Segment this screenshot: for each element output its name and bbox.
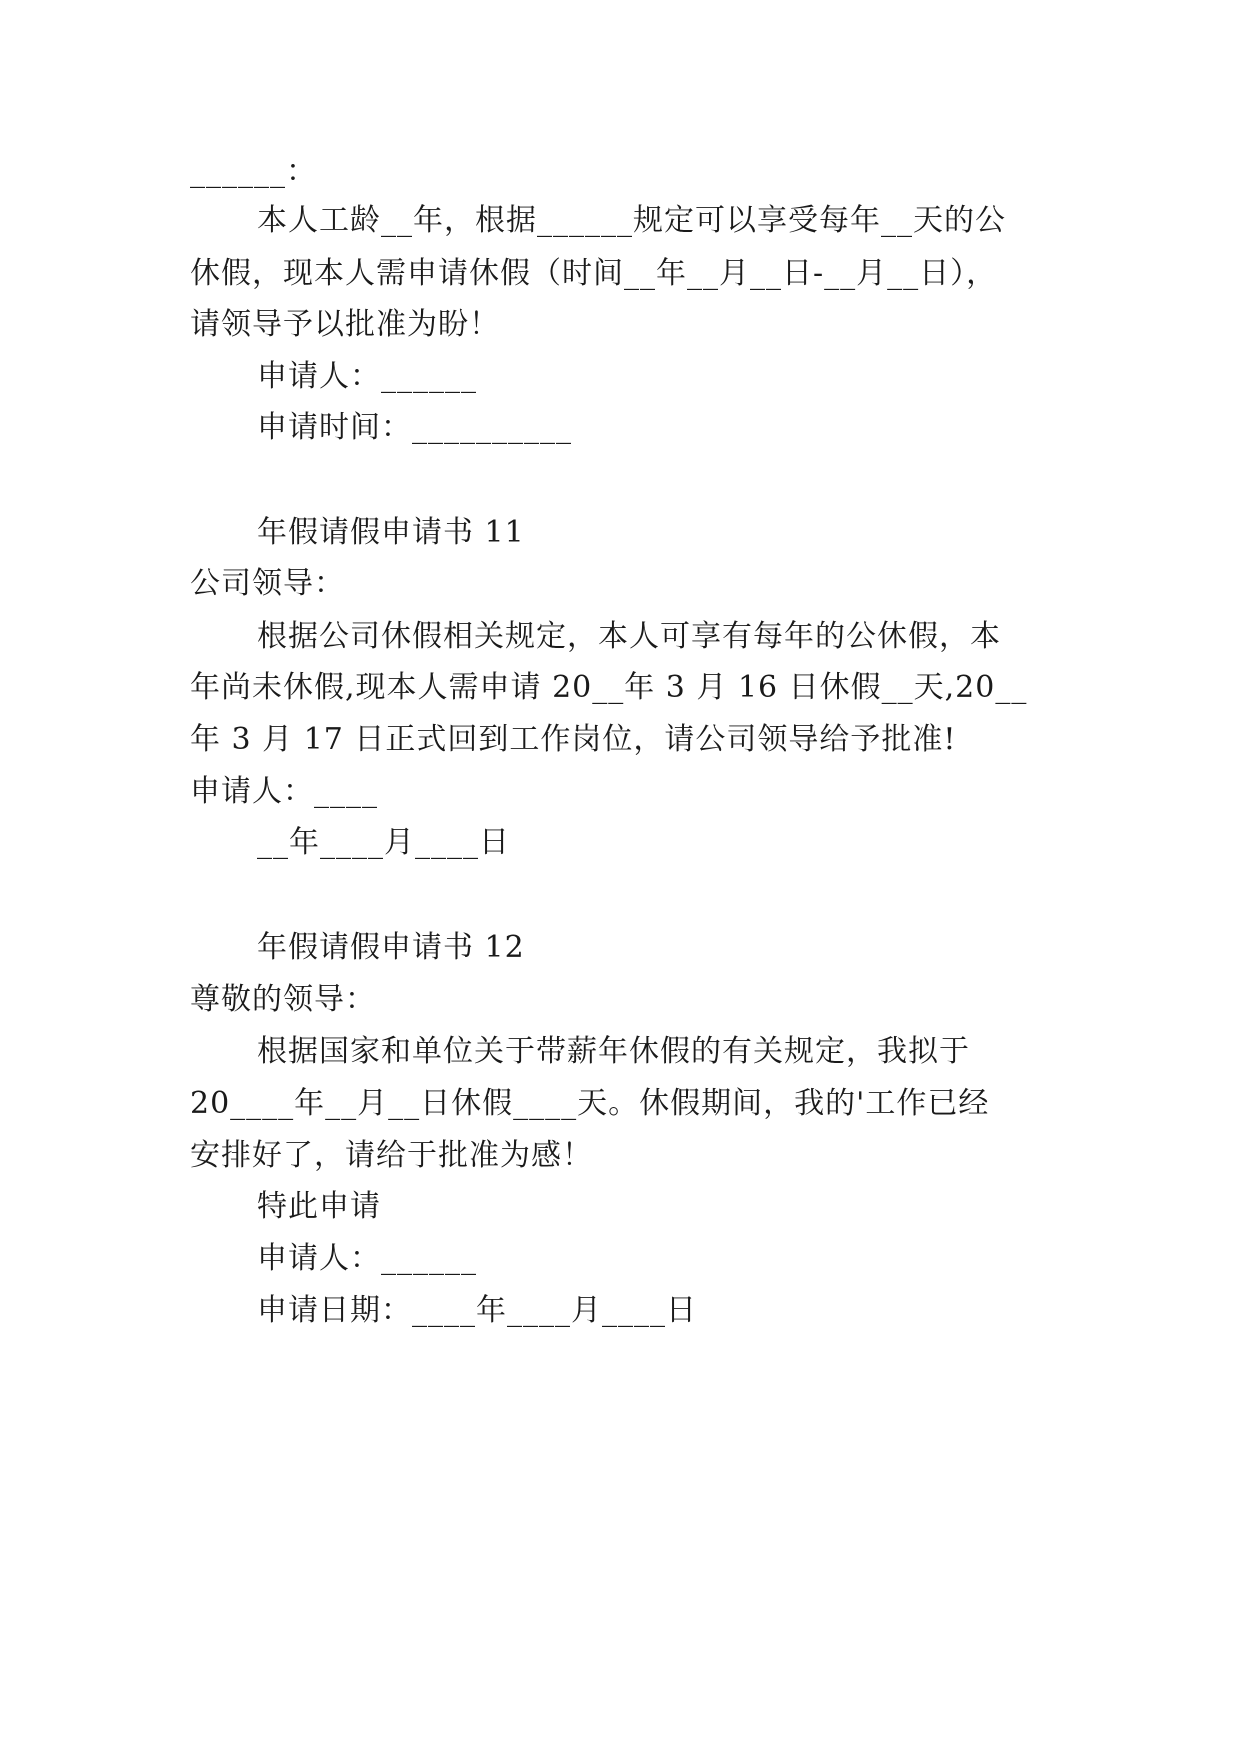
intro-body-line-3: 请领导予以批准为盼！ [190,307,500,342]
section-11-body-line-1: 根据公司休假相关规定，本人可享有每年的公休假，本 [257,619,1001,654]
section-11-salutation: 公司领导： [190,566,345,601]
section-12-closing: 特此申请 [257,1189,381,1224]
intro-body-line-2: 休假，现本人需申请休假（时间__年__月__日-__月__日）， [190,256,998,291]
section-11-title: 年假请假申请书 11 [257,515,525,550]
section-12-title: 年假请假申请书 12 [257,930,525,965]
section-11-date: __年____月____日 [257,825,510,860]
section-12-body-line-2: 20____年__月__日休假____天。休假期间，我的'工作已经 [190,1086,990,1121]
intro-salutation: ______： [190,154,317,189]
section-11-body-line-2: 年尚未休假,现本人需申请 20__年 3 月 16 日休假__天,20__ [190,670,1028,705]
intro-applicant: 申请人：______ [257,359,477,394]
section-12-apply-date: 申请日期：____年____月____日 [257,1293,697,1328]
section-12-body-line-1: 根据国家和单位关于带薪年休假的有关规定，我拟于 [257,1034,970,1069]
section-12-body-line-3: 安排好了，请给于批准为感！ [190,1138,593,1173]
section-12-applicant: 申请人：______ [257,1241,477,1276]
section-11-body-line-3: 年 3 月 17 日正式回到工作岗位，请公司领导给予批准! [190,722,957,757]
section-11-applicant: 申请人：____ [190,774,378,809]
intro-apply-time: 申请时间：__________ [257,410,572,445]
section-12-salutation: 尊敬的领导： [190,982,376,1017]
intro-body-line-1: 本人工龄__年，根据______规定可以享受每年__天的公 [257,203,1006,238]
